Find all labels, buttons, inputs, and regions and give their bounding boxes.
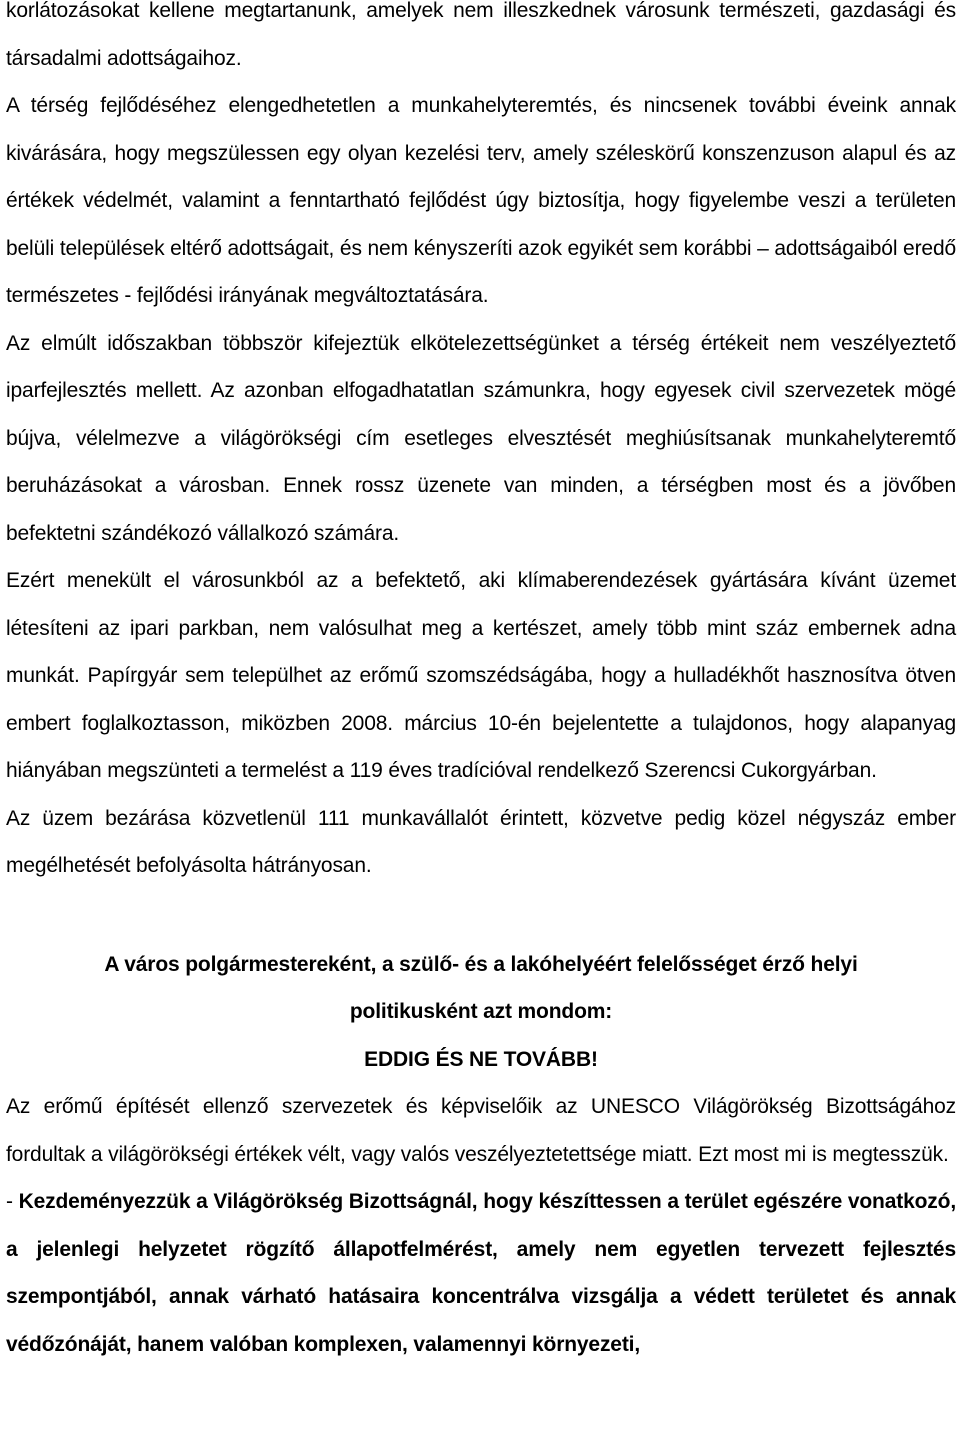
paragraph-job-creation: A térség fejlődéséhez elengedhetetlen a munkahelyteremtés, és nincsenek további éveink annak kivárására, hogy megszülessen egy olyan kezelési terv, amely széleskörű konszenzuson alapul és az értékek védelmét, valamint a fenntartható fejlődést úgy biztosítja, hogy figyelembe veszi a területen belüli települések eltérő adottságait, és nem kényszeríti azok egyikét sem korábbi – adottságaiból eredő természetes - fejlődési irányának megváltoztatására. xyxy=(6,94,956,307)
paragraph-plant-closure: Az üzem bezárása közvetlenül 111 munkavállalót érintett, közvetve pedig közel négyszáz ember megélhetését befolyásolta hátrányosan. xyxy=(6,806,956,877)
heading-statement-line1: A város polgármestereként, a szülő- és a lakóhelyéért felelősséget érző helyi xyxy=(104,952,858,976)
bullet-dash: - xyxy=(6,1190,19,1213)
paragraph-continuation: korlátozásokat kellene megtartanunk, amelyek nem illeszkednek városunk természeti, gazdasági és társadalmi adottságaihoz. xyxy=(6,0,956,70)
paragraph-lost-investments: Ezért menekült el városunkból az a befektető, aki klímaberendezések gyártására kívánt üzemet létesíteni az ipari parkban, nem valósulhat meg a kertészet, amely több mint száz embernek adna munkát. Papírgyár sem települhet az erőmű szomszédságába, hogy a hulladékhőt hasznosítva ötven embert foglalkoztasson, miközben 2008. március 10-én bejelentette a tulajdonos, hogy alapanyag hiányában megszünteti a termelést a 119 éves tradícióval rendelkező Szerencsi Cukorgyárban. xyxy=(6,569,956,782)
paragraph-industry-development: Az elmúlt időszakban többször kifejeztük elkötelezettségünket a térség értékeit nem veszélyeztető iparfejlesztés mellett. Az azonban elfogadhatatlan számunkra, hogy egyesek civil szervezetek mögé bújva, vélelmezve a világörökségi cím esetleges elvesztését meghiúsítsanak munkahelyteremtő beruházásokat a városban. Ennek rossz üzenete van minden, a térségben most és a jövőben befektetni szándékozó vállalkozó számára. xyxy=(6,331,956,545)
paragraph-unesco: Az erőmű építését ellenző szervezetek és képviselőik az UNESCO Világörökség Bizottságához fordultak a világörökségi értékek vélt, vagy valós veszélyeztetettsége miatt. Ezt most mi is megtesszük. xyxy=(6,1095,956,1166)
bullet-item xyxy=(6,1178,956,1368)
heading-statement-line3: EDDIG ÉS NE TOVÁBB! xyxy=(364,1047,598,1071)
spacer xyxy=(6,890,956,938)
bullet-item-text: Kezdeményezzük a Világörökség Bizottságnál, hogy készíttessen a terület egészére vonatkozó, a jelenlegi helyzetet rögzítő állapotfelmérést, amely nem egyetlen tervezett fejlesztés szempontjából, annak várható hatásaira koncentrálva vizsgálja a védett területet és annak védőzónáját, hanem valóban komplexen, valamennyi környezeti, xyxy=(6,1190,957,1356)
heading-statement-line2: politikusként azt mondom: xyxy=(349,1000,613,1023)
